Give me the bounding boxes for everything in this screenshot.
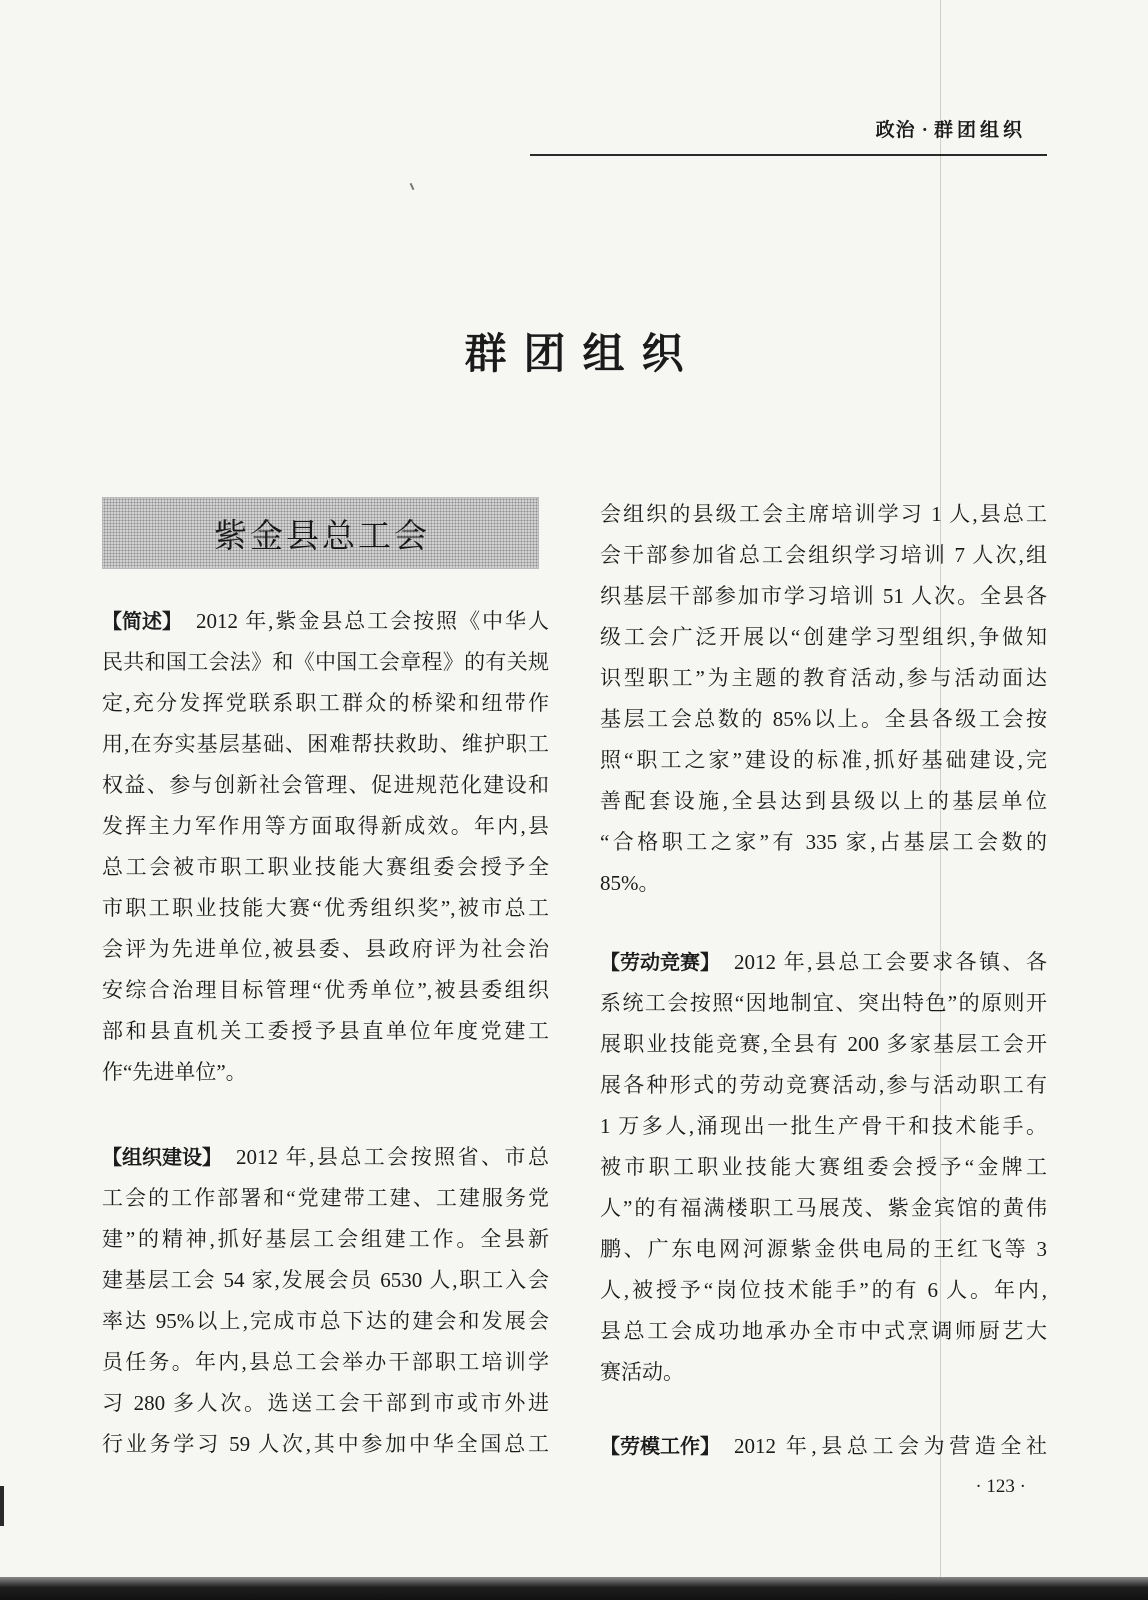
line-text: 1 万多人,涌现出一批生产骨干和技术能手。 — [600, 1114, 1047, 1138]
paragraph-label: 【组织建设】 — [102, 1147, 222, 1169]
text-line — [102, 1424, 549, 1465]
text-line — [600, 781, 1047, 822]
text-line — [600, 1352, 1047, 1393]
text-line — [600, 494, 1047, 535]
text-line — [600, 699, 1047, 740]
line-text: 会组织的县级工会主席培训学习 1 人,县总工 — [600, 502, 1047, 526]
line-text: 发挥主力军作用等方面取得新成效。年内,县 — [102, 814, 549, 838]
section-heading-text: 紫金县总工会 — [214, 516, 430, 554]
header-rule — [530, 154, 1047, 156]
text-line — [102, 1301, 549, 1342]
text-line — [600, 863, 1047, 904]
line-text: 识型职工”为主题的教育活动,参与活动面达 — [600, 666, 1047, 690]
line-text: 人,被授予“岗位技术能手”的有 6 人。年内, — [600, 1278, 1047, 1302]
line-text: 市职工职业技能大赛“优秀组织奖”,被市总工 — [102, 896, 549, 920]
line-text: 2012 年,县总工会要求各镇、各 — [734, 950, 1047, 974]
text-line — [102, 806, 549, 847]
paragraph-overview — [102, 601, 549, 1093]
scan-edge-mark — [0, 1486, 4, 1526]
text-line — [102, 601, 549, 642]
line-text: 率达 95%以上,完成市总下达的建会和发展会 — [102, 1309, 549, 1333]
text-line — [102, 1178, 549, 1219]
text-line — [102, 1219, 549, 1260]
text-line — [102, 888, 549, 929]
text-line — [600, 1311, 1047, 1352]
line-text: 2012 年,紫金县总工会按照《中华人 — [196, 609, 549, 633]
line-text: 展职业技能竞赛,全县有 200 多家基层工会开 — [600, 1032, 1047, 1056]
line-text: 会干部参加省总工会组织学习培训 7 人次,组 — [600, 543, 1047, 567]
text-line — [102, 1137, 549, 1178]
running-head — [876, 118, 1026, 144]
line-text: 建基层工会 54 家,发展会员 6530 人,职工入会 — [102, 1268, 549, 1292]
text-line — [600, 1188, 1047, 1229]
line-text: 总工会被市职工职业技能大赛组委会授予全 — [102, 855, 549, 879]
line-text: 安综合治理目标管理“优秀单位”,被县委组织 — [102, 978, 549, 1002]
text-line — [102, 1342, 549, 1383]
text-line — [102, 847, 549, 888]
line-text: 善配套设施,全县达到县级以上的基层单位 — [600, 789, 1047, 813]
line-text: 赛活动。 — [600, 1360, 684, 1384]
text-line — [102, 642, 549, 683]
page-title: 群团组织 — [464, 332, 701, 378]
text-line — [102, 970, 549, 1011]
text-line — [600, 658, 1047, 699]
text-line — [600, 1024, 1047, 1065]
text-line — [600, 1065, 1047, 1106]
text-line — [102, 1011, 549, 1052]
text-line — [600, 822, 1047, 863]
paragraph-labor-competition — [600, 942, 1047, 1393]
page-number: · 123 · — [975, 1476, 1026, 1497]
line-text: 员任务。年内,县总工会举办干部职工培训学 — [102, 1350, 549, 1374]
text-line — [600, 535, 1047, 576]
text-line — [600, 983, 1047, 1024]
text-line — [102, 1383, 549, 1424]
left-column — [102, 497, 549, 1465]
scan-line-artifact — [940, 0, 941, 1600]
paragraph-label: 【劳模工作】 — [600, 1436, 720, 1458]
line-text: 会评为先进单位,被县委、县政府评为社会治 — [102, 937, 549, 961]
text-line — [600, 942, 1047, 983]
text-line — [600, 1229, 1047, 1270]
line-text: 权益、参与创新社会管理、促进规范化建设和 — [102, 773, 549, 797]
text-line — [102, 765, 549, 806]
line-text: 基层工会总数的 85%以上。全县各级工会按 — [600, 707, 1047, 731]
line-text: 部和县直机关工委授予县直单位年度党建工 — [102, 1019, 549, 1043]
line-text: 2012 年,县总工会为营造全社 — [734, 1434, 1047, 1458]
line-text: 习 280 多人次。选送工会干部到市或市外进 — [102, 1391, 549, 1415]
text-line — [600, 576, 1047, 617]
line-text: 被市职工职业技能大赛组委会授予“金牌工 — [600, 1155, 1047, 1179]
text-line — [600, 1270, 1047, 1311]
scan-speck — [410, 183, 415, 190]
line-text: 作“先进单位”。 — [102, 1060, 247, 1084]
line-text: 县总工会成功地承办全市中式烹调师厨艺大 — [600, 1319, 1047, 1343]
line-text: 展各种形式的劳动竞赛活动,参与活动职工有 — [600, 1073, 1047, 1097]
line-text: 鹏、广东电网河源紫金供电局的王红飞等 3 — [600, 1237, 1047, 1261]
paragraph-organization-building-continued — [600, 494, 1047, 904]
text-line — [102, 683, 549, 724]
line-text: 工会的工作部署和“党建带工建、工建服务党 — [102, 1186, 549, 1210]
line-text: 级工会广泛开展以“创建学习型组织,争做知 — [600, 625, 1047, 649]
line-text: “合格职工之家”有 335 家,占基层工会数的 — [600, 830, 1047, 854]
text-line — [600, 1106, 1047, 1147]
scan-bottom-edge — [0, 1577, 1148, 1600]
running-head-section: 政治 — [875, 120, 916, 141]
line-text: 85%。 — [600, 871, 660, 895]
running-head-separator: · — [921, 120, 928, 141]
line-text: 系统工会按照“因地制宜、突出特色”的原则开 — [600, 991, 1047, 1015]
line-text: 织基层干部参加市学习培训 51 人次。全县各 — [600, 584, 1047, 608]
line-text: 2012 年,县总工会按照省、市总 — [236, 1145, 549, 1169]
text-line — [102, 724, 549, 765]
text-line — [600, 1147, 1047, 1188]
line-text: 照“职工之家”建设的标准,抓好基础建设,完 — [600, 748, 1047, 772]
text-line — [102, 929, 549, 970]
paragraph-label: 【劳动竞赛】 — [600, 952, 720, 974]
line-text: 建”的精神,抓好基层工会组建工作。全县新 — [102, 1227, 549, 1251]
running-head-subsection: 群团组织 — [933, 120, 1026, 141]
text-line — [600, 617, 1047, 658]
text-line — [600, 740, 1047, 781]
line-text: 行业务学习 59 人次,其中参加中华全国总工 — [102, 1432, 549, 1456]
line-text: 民共和国工会法》和《中国工会章程》的有关规 — [102, 650, 549, 674]
paragraph-model-worker — [600, 1426, 1047, 1467]
paragraph-organization-building — [102, 1137, 549, 1465]
right-column — [600, 494, 1047, 1467]
text-line — [102, 1052, 549, 1093]
paragraph-label: 【简述】 — [102, 611, 182, 633]
line-text: 定,充分发挥党联系职工群众的桥梁和纽带作 — [102, 691, 549, 715]
line-text: 人”的有福满楼职工马展茂、紫金宾馆的黄伟 — [600, 1196, 1047, 1220]
section-heading — [102, 497, 539, 569]
text-line — [600, 1426, 1047, 1467]
text-line — [102, 1260, 549, 1301]
line-text: 用,在夯实基层基础、困难帮扶救助、维护职工 — [102, 732, 549, 756]
